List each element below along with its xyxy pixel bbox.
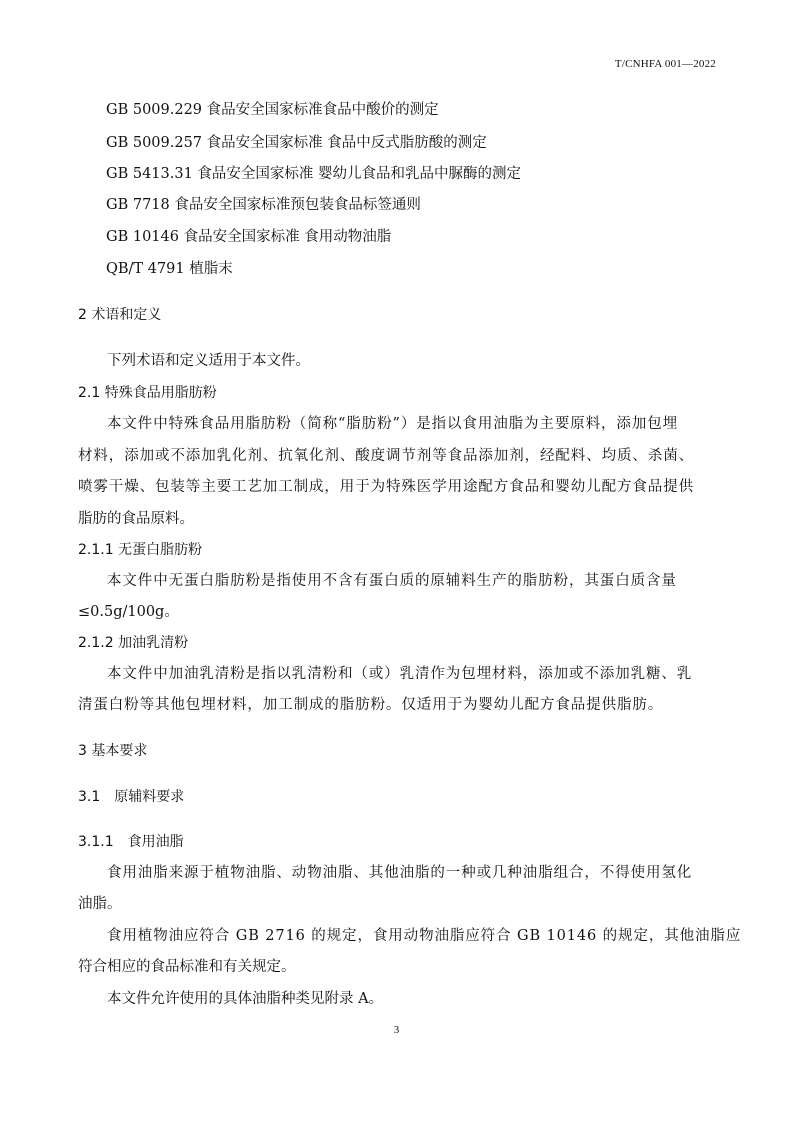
section-heading-2: 2 术语和定义 xyxy=(78,307,162,323)
paragraph-line: 符合相应的食品标准和有关规定。 xyxy=(78,959,296,975)
section-heading-2-1-2: 2.1.2 加油乳清粉 xyxy=(78,635,189,651)
reference-item: GB 7718 食品安全国家标准预包装食品标签通则 xyxy=(106,197,421,213)
reference-item: QB/T 4791 植脂末 xyxy=(106,261,233,277)
paragraph-line: 本文件中特殊食品用脂肪粉（简称“脂肪粉”）是指以食用油脂为主要原料，添加包埋 xyxy=(107,416,679,432)
section-2-intro: 下列术语和定义适用于本文件。 xyxy=(107,353,310,369)
paragraph-line: 喷雾干燥、包装等主要工艺加工制成，用于为特殊医学用途配方食品和婴幼儿配方食品提供 xyxy=(78,479,694,495)
page-number: 3 xyxy=(393,1024,400,1036)
paragraph-line: 材料，添加或不添加乳化剂、抗氧化剂、酸度调节剂等食品添加剂，经配料、均质、杀菌、 xyxy=(78,448,694,464)
reference-item: GB 5413.31 食品安全国家标准 婴幼儿食品和乳品中脲酶的测定 xyxy=(106,166,522,182)
paragraph-line: 本文件中无蛋白脂肪粉是指使用不含有蛋白质的原辅料生产的脂肪粉，其蛋白质含量 xyxy=(107,573,677,589)
paragraph-line: 清蛋白粉等其他包埋材料，加工制成的脂肪粉。仅适用于为婴幼儿配方食品提供脂肪。 xyxy=(78,697,664,713)
paragraph-line: 本文件中加油乳清粉是指以乳清粉和（或）乳清作为包埋材料，添加或不添加乳糖、乳 xyxy=(107,666,693,682)
paragraph-line: 食用油脂来源于植物油脂、动物油脂、其他油脂的一种或几种油脂组合，不得使用氢化 xyxy=(107,865,693,881)
paragraph-line: 脂肪的食品原料。 xyxy=(78,511,194,527)
reference-item: GB 10146 食品安全国家标准 食用动物油脂 xyxy=(106,229,392,245)
paragraph-line: 本文件允许使用的具体油脂种类见附录 A。 xyxy=(107,991,384,1007)
section-heading-2-1: 2.1 特殊食品用脂肪粉 xyxy=(78,385,217,401)
document-code: T/CNHFA 001—2022 xyxy=(614,58,716,70)
reference-item: GB 5009.229 食品安全国家标准食品中酸价的测定 xyxy=(106,102,439,118)
section-heading-3: 3 基本要求 xyxy=(78,743,148,759)
paragraph-line: 油脂。 xyxy=(78,896,122,912)
section-heading-3-1-1: 3.1.1 食用油脂 xyxy=(78,834,184,850)
paragraph-line: ≤0.5g/100g。 xyxy=(78,604,179,620)
paragraph-line: 食用植物油应符合 GB 2716 的规定，食用动物油脂应符合 GB 10146 的规定，其他油脂应 xyxy=(107,928,742,944)
reference-item: GB 5009.257 食品安全国家标准 食品中反式脂肪酸的测定 xyxy=(106,135,487,151)
section-heading-2-1-1: 2.1.1 无蛋白脂肪粉 xyxy=(78,542,203,558)
section-heading-3-1: 3.1 原辅料要求 xyxy=(78,789,185,805)
